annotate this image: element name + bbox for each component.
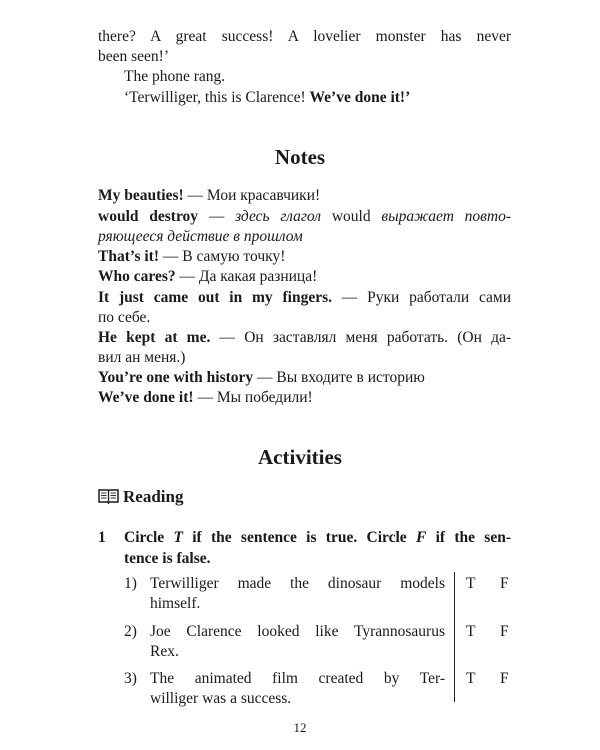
note-translation: Мы победили! xyxy=(216,389,313,406)
note-item xyxy=(98,267,317,287)
note-translation: В самую точку! xyxy=(182,248,286,265)
statement-line: Terwilliger made the dinosaur models xyxy=(150,575,445,592)
note-term: would destroy xyxy=(98,208,199,225)
reading-label: Reading xyxy=(123,487,184,506)
note-translation-italic: выражает повто- xyxy=(381,208,511,225)
reading-section-heading xyxy=(98,486,183,510)
task-instruction-line-1: Circle T if the sentence is true. Circle F if the sen- xyxy=(124,529,512,546)
note-term: My beauties! xyxy=(98,187,184,204)
note-item xyxy=(98,288,511,308)
note-item xyxy=(98,368,425,388)
story-line-2: been seen!’ xyxy=(98,48,169,65)
answer-column-divider xyxy=(454,572,455,702)
false-option[interactable]: F xyxy=(500,575,509,592)
true-option[interactable]: T xyxy=(466,670,476,687)
true-option[interactable]: T xyxy=(466,575,476,592)
false-option[interactable]: F xyxy=(500,623,509,640)
note-item xyxy=(98,186,320,206)
page-number: 12 xyxy=(293,720,307,735)
note-separator: — xyxy=(159,248,183,265)
story-line-1: there? A great success! A lovelier monster has never xyxy=(98,28,511,45)
note-translation: would xyxy=(321,208,382,225)
story-line-4 xyxy=(124,88,410,108)
note-term: He kept at me. xyxy=(98,329,211,346)
story-line-4-bold: We’ve done it!’ xyxy=(309,89,411,106)
note-separator: — xyxy=(175,268,199,285)
story-line-3: The phone rang. xyxy=(124,68,226,85)
note-term: It just came out in my fingers. xyxy=(98,289,332,306)
statement-line: Joe Clarence looked like Tyrannosaurus xyxy=(150,623,445,640)
note-separator: — xyxy=(198,208,236,225)
note-item xyxy=(98,207,511,227)
note-term: Who cares? xyxy=(98,268,176,285)
task-number: 1 xyxy=(98,529,106,546)
note-separator: — xyxy=(183,187,207,204)
note-translation-italic: здесь глагол xyxy=(235,208,322,225)
note-translation: Он заставлял меня работать. (Он да- xyxy=(244,329,512,346)
note-separator: — xyxy=(193,389,217,406)
activities-heading: Activities xyxy=(258,445,342,469)
statement-line: The animated film created by Ter- xyxy=(150,670,445,687)
note-separator: — xyxy=(210,329,245,346)
note-translation: Да какая разница! xyxy=(198,268,318,285)
statement-number: 1) xyxy=(124,575,137,592)
note-term: We’ve done it! xyxy=(98,389,194,406)
notes-heading: Notes xyxy=(274,145,326,169)
note-continuation: вил ан меня.) xyxy=(98,349,186,366)
note-translation: Мои красавчики! xyxy=(206,187,321,204)
story-line-4-text: ‘Terwilliger, this is Clarence! xyxy=(124,89,310,106)
true-option[interactable]: T xyxy=(466,623,476,640)
note-translation: Вы входите в историю xyxy=(276,369,425,386)
note-separator: — xyxy=(332,289,368,306)
false-option[interactable]: F xyxy=(500,670,509,687)
note-item xyxy=(98,328,511,348)
statement-line: williger was a success. xyxy=(150,690,292,707)
statement-line: Rex. xyxy=(150,643,179,660)
note-term: You’re one with history xyxy=(98,369,254,386)
task-instruction-line-2: tence is false. xyxy=(124,550,211,567)
note-term: That’s it! xyxy=(98,248,159,265)
statement-line: himself. xyxy=(150,595,201,612)
open-book-icon xyxy=(98,488,119,510)
note-item xyxy=(98,388,313,408)
note-continuation: по себе. xyxy=(98,309,151,326)
note-continuation: ряющееся действие в прошлом xyxy=(98,228,303,245)
statement-number: 2) xyxy=(124,623,137,640)
note-item xyxy=(98,247,285,267)
note-translation: Руки работали сами xyxy=(367,289,512,306)
note-separator: — xyxy=(253,369,277,386)
statement-number: 3) xyxy=(124,670,137,687)
